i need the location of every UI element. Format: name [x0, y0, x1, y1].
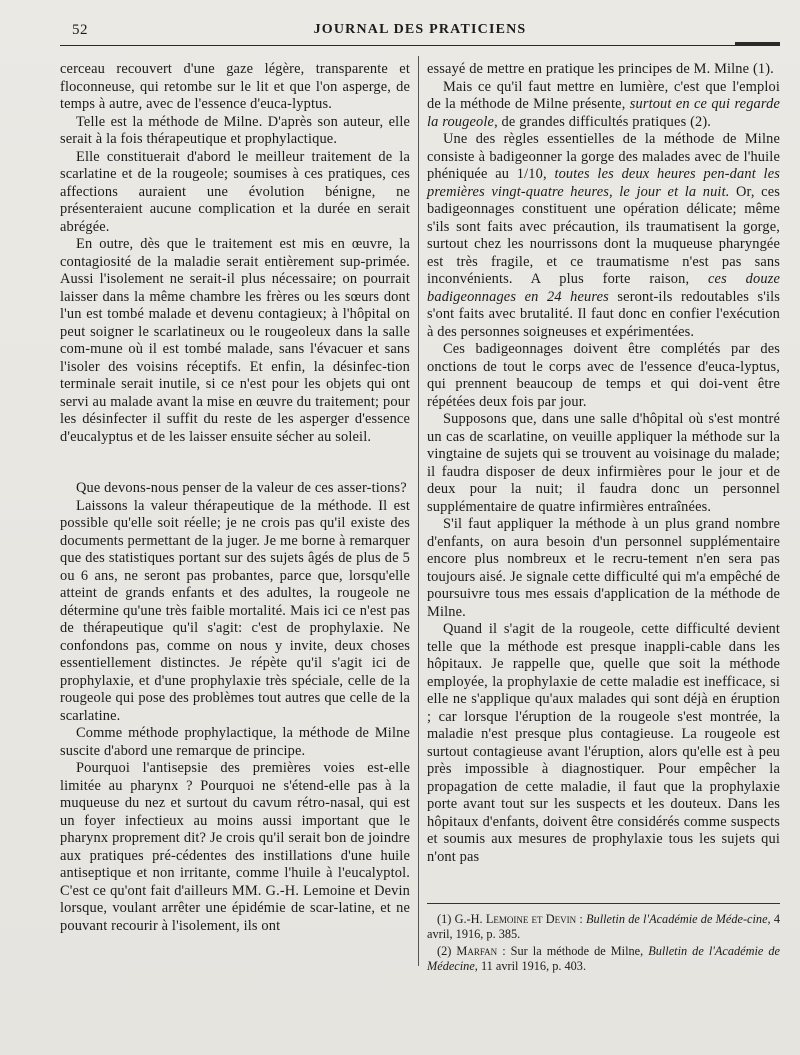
paragraph: Comme méthode prophylactique, la méthode de Milne suscite d'abord une remarque de principe.: [60, 725, 410, 759]
paragraph: Quand il s'agit de la rougeole, cette difficulté devient telle que la méthode est presque inappli-cable dans les hôpitaux. Je rappelle que, quelle que soit la méthode employée, la prophylaxie de cette maladie est inefficace, si elle ne s'applique qu'aux malades qui sont déjà en éruption ; car lorsque l'éruption de la rougeole s'est montrée, la maladie n'est presque plus contagieuse. La rougeole est surtout contagieuse avant l'éruption, alors qu'elle est à peu près impossible à diagnostiquer. Pour empêcher la propagation de cette maladie, il faut que la prophylaxie porte avant tout sur les suspects et les douteux. Dans les hôpitaux d'enfants, doivent être considérés comme suspects et soumis aux mesures de prophylaxie tous les sujets qui n'ont pas: [427, 621, 780, 865]
text-run: Mais ce qu'il faut mettre en lumière, c'est que l'emploi de la méthode de Milne présente,: [427, 78, 780, 112]
author-names: Lemoine et Devin: [485, 912, 577, 926]
text-run: , de grandes difficultés pratiques (2).: [494, 113, 712, 130]
footnote-rule: [427, 903, 780, 904]
emphasis: surtout en ce qui regarde la rougeole: [427, 96, 780, 130]
paragraph: essayé de mettre en pratique les principes de M. Milne (1).: [427, 61, 774, 77]
text-run: seront-ils redoutables s'ils s'ont faits avec brutalité. Il faut donc en confier l'exécution à des personnes soigneuses et expérimentées.: [427, 288, 780, 340]
paragraph: [427, 79, 780, 132]
paragraph: En outre, dès que le traitement est mis en œuvre, la contagiosité de la maladie serait entièrement sup-primée. Aussi l'isolement ne serait-il plus nécessaire; on pourrait laisser dans la même chambre les frères ou les sœurs dont l'un est tombé malade et devenu contagieux; à l'hôpital on peut soigner le scarlatineux ou le rougeoleux dans la salle com-mune où il est tombé malade, sans l'évacuer et sans l'isoler des voisins réceptifs. Et enfin, la désinfec-tion terminale serait inutile, si ce n'est pour les objets qui ont servi au malade avant la mise en œuvre du traitement; pour les désinfecter il suffit du reste de les asperger d'essence d'eucalyptus et de les laisser ensuite sécher au soleil.: [60, 236, 410, 445]
column-divider: [418, 56, 419, 966]
text-run: Une des règles essentielles de la méthode de Milne consiste à badigeonner la gorge des malades avec de l'huile phéniquée au 1/10,: [427, 131, 780, 182]
header-rule-ornament: [735, 42, 780, 45]
paragraph: Que devons-nous penser de la valeur de ces asser-tions?: [76, 480, 407, 496]
paragraph: Pourquoi l'antisepsie des premières voies est-elle limitée au pharynx ? Pourquoi ne s'étend-elle pas à la muqueuse du nez et surtout du cavum rétro-nasal, qui est un foyer infectieux au moins aussi important que le pharynx proprement dit? Je crois qu'il serait bon de joindre aux pratiques pré-cédentes des instillations d'une huile antiseptique et non irritante, comme l'huile à l'eucalyptol. C'est ce qu'ont fait d'ailleurs MM. G.-H. Lemoine et Devin lorsque, voulant arrêter une épidémie de scar-latine, et ne pouvant recourir à l'isolement, ils ont: [60, 760, 410, 934]
paragraph: Supposons que, dans une salle d'hôpital où s'est montré un cas de scarlatine, on veuille appliquer la méthode sur la vingtaine de sujets qui se trouvent au voisinage du malade; il faudra disposer de deux infirmières pour le jour et de deux pour la nuit; il faudra donc un personnel supplémentaire de quatre infirmières entraînées.: [427, 411, 780, 515]
footnotes: [427, 912, 780, 976]
paragraph: cerceau recouvert d'une gaze légère, transparente et floconneuse, qui retombe sur le lit et que l'on asperge, de temps à autre, avec de l'essence d'euca-lyptus.: [60, 61, 410, 112]
journal-title: JOURNAL DES PRATICIENS: [313, 22, 527, 37]
paragraph: Elle constituerait d'abord le meilleur traitement de la scarlatine et de la rougeole; soumises à ces pratiques, ces affections auraient une évolution bénigne, ne présenteraient aucune complication et la durée en serait abrégée.: [60, 148, 410, 235]
footnote: [427, 944, 780, 974]
text-run: (1) G.-H.: [437, 912, 486, 926]
emphasis: ces douze badigeonnages en 24 heures: [427, 271, 780, 305]
text-run: (2): [437, 944, 457, 958]
emphasis: toutes les deux heures pen-dant les premières vingt-quatre heures, le jour et la nuit.: [427, 166, 780, 200]
text-run: : Sur la méthode de Milne,: [497, 944, 649, 958]
footnote: [427, 912, 780, 942]
author-names: Marfan: [456, 944, 498, 958]
text-run: 11 avril 1916, p. 403.: [477, 959, 587, 973]
paragraph: Telle est la méthode de Milne. D'après son auteur, elle serait à la fois thérapeutique et prophylactique.: [60, 113, 410, 147]
paragraph: [427, 131, 780, 341]
paragraph: S'il faut appliquer la méthode à un plus grand nombre d'enfants, on aura besoin d'un personnel supplémentaire encore plus nombreux et le recru-tement n'en sera pas toujours aisé. Je signale cette difficulté qui m'a empêché de poursuivre tous mes essais d'application de la méthode de Milne.: [427, 516, 780, 620]
page-header: [60, 22, 780, 46]
publication-title: Bulletin de l'Académie de Méde-cine,: [586, 912, 771, 926]
text-run: Or, ces badigeonnages constituent une opération délicate; même s'ils sont faits avec précaution, ils traumatisent la gorge, surtout chez les nourrissons dont la muqueuse pharyngée est très fragile, et ce traumatisme n'est pas sans inconvénients. A plus forte raison,: [427, 183, 780, 287]
paragraph: Laissons la valeur thérapeutique de la méthode. Il est possible qu'elle soit réelle; je ne crois pas qu'il existe des documents permettant de la juger. Je me borne à remarquer que des statistiques portant sur des sujets âgés de plus de 5 ou 6 ans, ne seront pas probantes, parce que, lorsqu'elle atteint de grands enfants et des adultes, la rougeole ne détermine qu'une très faible mortalité. Mais ici ce n'est pas de thérapeutique qu'il s'agit: c'est de prophylaxie. Ne confondons pas, comme on nous y invite, deux choses essentiellement distinctes. Je répète qu'il s'agit ici de prophylaxie, et d'une prophylaxie très spéciale, celle de la rougeole qui pose des problèmes tout autres que celle de la scarlatine.: [60, 497, 410, 724]
paragraph: Ces badigeonnages doivent être complétés par des onctions de tout le corps avec de l'essence d'euca-lyptus, qui prennent beaucoup de temps et qui doi-vent être répétées deux fois par jour.: [427, 341, 780, 410]
right-column: [427, 61, 780, 866]
page-number: 52: [72, 22, 88, 38]
left-column: [60, 61, 410, 935]
header-rule: [60, 45, 780, 46]
text-run: 4 avril, 1916, p. 385.: [427, 912, 780, 941]
text-run: :: [576, 912, 587, 926]
publication-title: Bulletin de l'Académie de Médecine,: [427, 944, 780, 973]
